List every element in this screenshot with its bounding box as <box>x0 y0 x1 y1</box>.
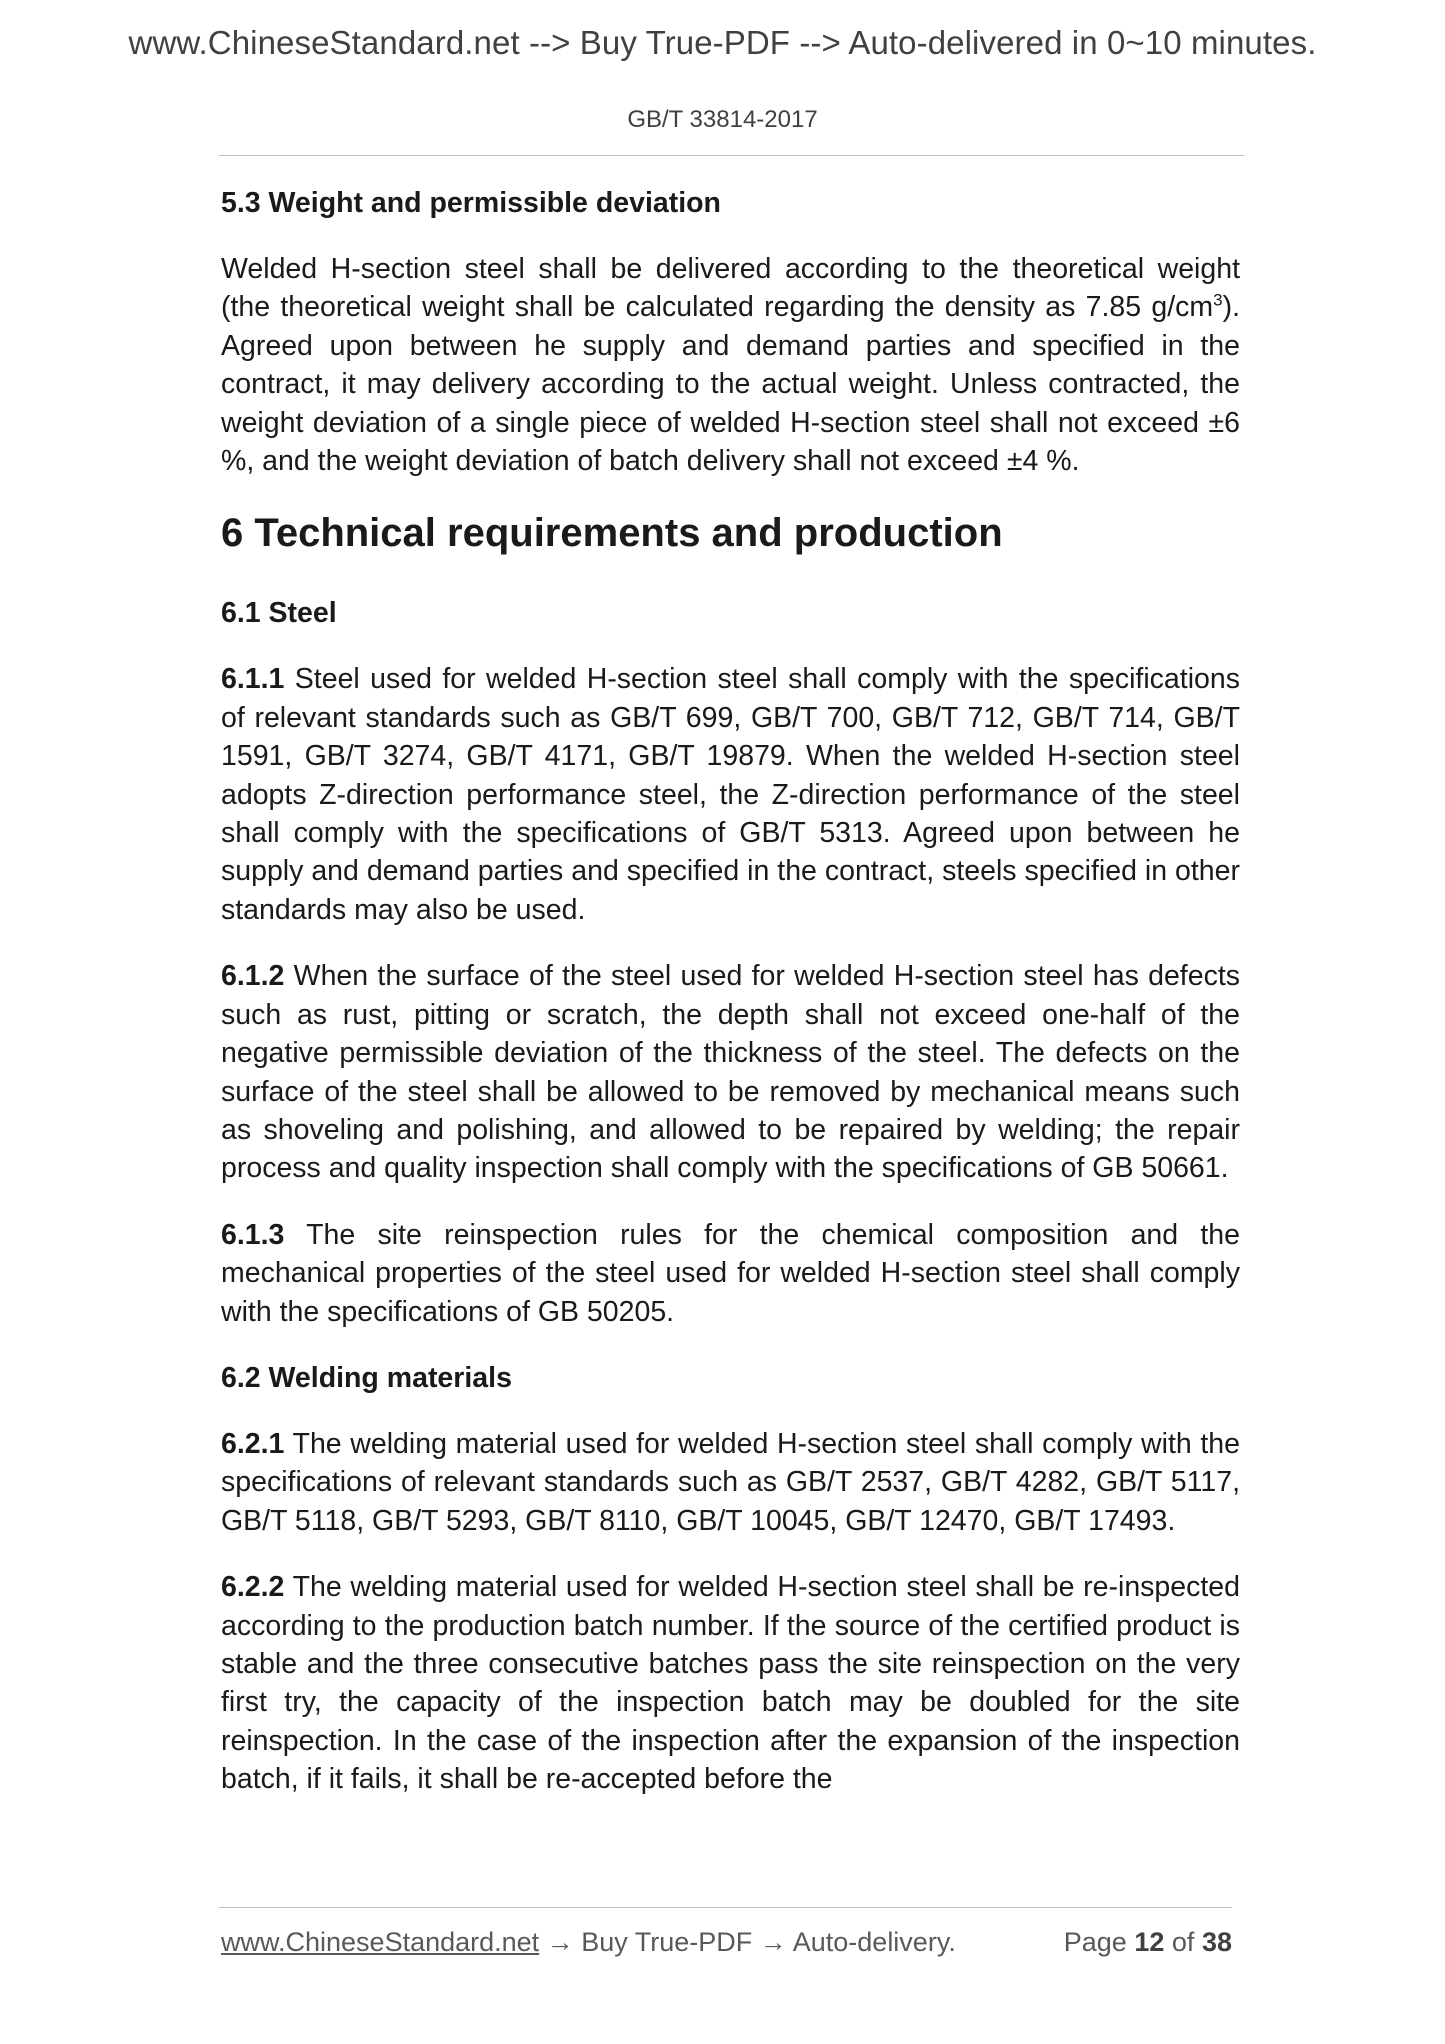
section-6-2-heading: 6.2 Welding materials <box>221 1361 512 1394</box>
page-label: Page <box>1063 1927 1127 1957</box>
section-5-3-heading: 5.3 Weight and permissible deviation <box>221 187 721 219</box>
clause-number: 6.1.2 <box>221 960 285 993</box>
section-6-1-heading: 6.1 Steel <box>221 597 337 630</box>
section-5-3-text-a: Welded H-section steel shall be delivered according to the theoretical weight (the theoretical weight shall be calculated regarding the density as 7.85 g/cm <box>221 253 1240 324</box>
footer-divider <box>219 1907 1232 1908</box>
clause-number: 6.1.3 <box>221 1218 285 1251</box>
clause-text: Steel used for welded H-section steel shall comply with the specifications of relevant standards such as GB/T 699, GB/T 700, GB/T 712, GB/T 714, GB/T 1591, GB/T 3274, GB/T 4171, GB/T 19879. When the welded H-section steel adopts Z-direction performance steel, the Z-direction performance of the steel shall comply with the specifications of GB/T 5313. Agreed upon between he supply and demand parties and specified in the contract, steels specified in other standards may also be used. <box>221 663 1240 926</box>
top-banner: www.ChineseStandard.net --> Buy True-PDF --> Auto-delivered in 0~10 minutes. <box>128 24 1317 61</box>
section-6-heading: 6 Technical requirements and production <box>221 511 1003 556</box>
clause-6-1-2 <box>221 957 1240 1187</box>
clause-text: The welding material used for welded H-section steel shall be re-inspected according to the production batch number. If the source of the certified product is stable and the three consecutive batches pass the site reinspection on the very first try, the capacity of the inspection batch may be doubled for the site reinspection. In the case of the inspection after the expansion of the inspection batch, if it fails, it shall be re-accepted before the <box>221 1571 1240 1796</box>
clause-6-1-3 <box>221 1216 1240 1331</box>
clause-text: The site reinspection rules for the chemical composition and the mechanical properties of the steel used for welded H-section steel shall comply with the specifications of GB 50205. <box>221 1218 1240 1328</box>
footer-site-link[interactable]: www.ChineseStandard.net <box>221 1927 540 1957</box>
page-footer <box>221 1927 1232 1958</box>
section-5-3-text-b: ). Agreed upon between he supply and demand parties and specified in the contract, it may delivery according to the actual weight. Unless contracted, the weight deviation of a single piece of welded H-section steel shall not exceed ±6 %, and the weight deviation of batch delivery shall not exceed ±4 %. <box>221 291 1240 478</box>
page-indicator <box>1064 1927 1232 1958</box>
page-current: 12 <box>1134 1927 1165 1957</box>
footer-tagline: → Buy True-PDF → Auto-delivery. <box>539 1927 956 1957</box>
document-body <box>221 184 1240 1827</box>
clause-text: The welding material used for welded H-section steel shall comply with the specifications of relevant standards such as GB/T 2537, GB/T 4282, GB/T 5117, GB/T 5118, GB/T 5293, GB/T 8110, GB/T 10045, GB/T 12470, GB/T 17493. <box>221 1427 1240 1537</box>
page-of-label: of <box>1171 1927 1195 1957</box>
clause-number: 6.2.2 <box>221 1571 285 1604</box>
clause-text: When the surface of the steel used for welded H-section steel has defects such as rust, pitting or scratch, the depth shall not exceed one-half of the negative permissible deviation of the thickness of the steel. The defects on the surface of the steel shall be allowed to be removed by mechanical means such as shoveling and polishing, and allowed to be repaired by welding; the repair process and quality inspection shall comply with the specifications of GB 50661. <box>221 960 1240 1185</box>
clause-6-2-1 <box>221 1425 1240 1540</box>
clause-6-1-1 <box>221 660 1240 929</box>
clause-number: 6.2.1 <box>221 1427 285 1460</box>
page-total: 38 <box>1201 1927 1232 1957</box>
section-5-3-paragraph <box>221 250 1240 480</box>
clause-number: 6.1.1 <box>221 663 285 696</box>
header-divider <box>219 155 1244 156</box>
standard-code: GB/T 33814-2017 <box>627 106 818 133</box>
superscript-3: 3 <box>1213 290 1223 310</box>
clause-6-2-2 <box>221 1568 1240 1798</box>
